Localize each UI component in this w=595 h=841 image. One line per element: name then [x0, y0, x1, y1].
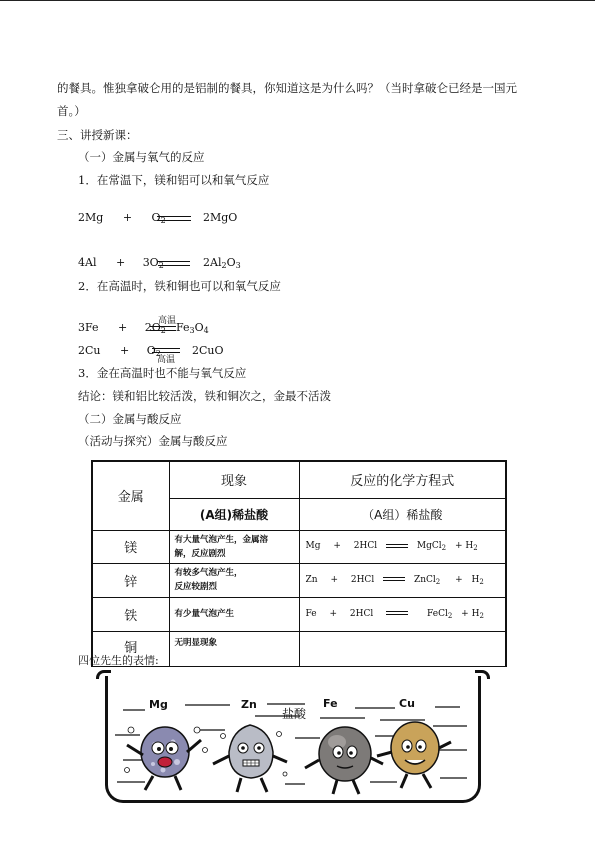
- part1-title: （一）金属与氧气的反应: [78, 150, 205, 164]
- header-metal-label: 金属: [117, 490, 144, 506]
- intro-line-2: 首。）: [57, 104, 86, 118]
- mg-character: [125, 727, 208, 790]
- metal-cell: 铁: [92, 597, 169, 631]
- eq-term: Fe: [176, 321, 190, 334]
- metal-label: 铜: [124, 641, 138, 656]
- metal-cell: 镁: [92, 530, 169, 563]
- eq-sub: 2: [441, 544, 447, 552]
- equals-sign: [157, 216, 191, 221]
- eq-o: 3O: [142, 256, 159, 269]
- equation-mg-rhs: 2MgO: [203, 211, 238, 224]
- header-metal: [92, 461, 169, 530]
- eq-plus: +: [118, 321, 128, 334]
- eq-term: 2HCl: [353, 541, 378, 551]
- label-cu: Cu: [399, 697, 415, 710]
- eq-plus: +: [329, 608, 338, 619]
- equation-al-rhs: [203, 256, 241, 270]
- phenomenon-cell: [169, 631, 299, 666]
- condition-high-temp: 高温: [158, 316, 177, 326]
- label-fe: Fe: [323, 697, 338, 710]
- equals-sign: [386, 611, 408, 615]
- eq-plus: +: [115, 256, 126, 269]
- experiment-table: [91, 460, 507, 667]
- equation-cu-rhs: 2CuO: [192, 344, 224, 357]
- subheader-equation: （A组）稀盐酸: [299, 498, 506, 530]
- eq-sub: 4: [203, 326, 209, 335]
- equation-cell: [299, 631, 506, 666]
- phenomenon-line: 有大量气泡产生，金属溶: [174, 534, 269, 545]
- equals-sign: [150, 326, 176, 331]
- equation-cell: [299, 530, 506, 563]
- cartoon-caption: 四位先生的表情:: [78, 654, 159, 667]
- header-phenomenon: 现象: [169, 461, 299, 498]
- eq-plus: +: [461, 608, 469, 619]
- part1-item3: 3．金在高温时也不能与氧气反应: [78, 366, 247, 380]
- eq-sub: 3: [189, 326, 195, 335]
- phenomenon-line: 解，反应剧烈: [174, 548, 226, 559]
- eq-term: 2HCl: [349, 608, 374, 619]
- eq-sub: 2: [158, 261, 164, 270]
- part1-item2: 2．在高温时，铁和铜也可以和氧气反应: [78, 279, 281, 293]
- eq-term: Fe: [305, 608, 317, 619]
- label-mg: Mg: [149, 698, 168, 711]
- eq-term: Mg: [305, 541, 321, 551]
- eq-sub: 2: [435, 577, 441, 586]
- eq-plus: +: [455, 574, 463, 585]
- equation-cell: [299, 597, 506, 631]
- intro-line-1: 的餐具。惟独拿破仑用的是铝制的餐具，你知道这是为什么吗？（当时拿破仑已经是一国元: [57, 81, 517, 95]
- eq-plus: +: [120, 344, 130, 357]
- subheader-phenomenon: (A组)稀盐酸: [169, 498, 299, 530]
- section-title: 三、讲授新课：: [57, 128, 138, 142]
- eq-sub: 2: [479, 611, 484, 620]
- equation-al: [78, 256, 164, 270]
- equation-fe-rhs: [176, 321, 209, 335]
- equals-sign: [158, 261, 190, 266]
- eq-term: MgCl: [416, 541, 442, 551]
- eq-plus: +: [333, 541, 341, 551]
- eq-sub: 2: [221, 261, 227, 270]
- eq-sub: 2: [160, 326, 166, 335]
- eq-sub: 2: [447, 611, 453, 620]
- eq-o: 2O: [144, 321, 161, 334]
- phenomenon-cell: [169, 597, 299, 631]
- metal-cell: 锌: [92, 563, 169, 597]
- equals-sign: [386, 544, 408, 548]
- eq-plus: +: [330, 574, 338, 585]
- eq-term: H: [465, 541, 474, 551]
- phenomenon-cell: [169, 563, 299, 597]
- eq-term: FeCl: [426, 608, 448, 619]
- cu-character: [377, 722, 451, 788]
- part1-conclusion: 结论：镁和铝比较活泼，铁和铜次之，金最不活泼: [78, 389, 331, 403]
- phenomenon-line: 有较多气泡产生，: [174, 568, 243, 578]
- eq-term: H: [471, 574, 480, 585]
- part1-item1: 1．在常温下，镁和铝可以和氧气反应: [78, 173, 270, 187]
- table-row: [92, 563, 506, 597]
- equation-cu: [78, 344, 161, 358]
- table-row: [92, 597, 506, 631]
- eq-plus: +: [454, 541, 463, 551]
- acid-label: 盐酸: [282, 707, 307, 721]
- eq-sub: 2: [473, 544, 478, 552]
- label-zn: Zn: [241, 698, 257, 711]
- eq-term: 3Fe: [78, 321, 99, 334]
- eq-o: O: [151, 211, 161, 224]
- eq-sub: 2: [479, 577, 484, 586]
- eq-o: O: [146, 344, 156, 357]
- part2-activity: （活动与探究）金属与酸反应: [78, 434, 228, 448]
- eq-term: 4Al: [78, 256, 97, 269]
- eq-term: H: [471, 608, 480, 619]
- phenomenon-cell: [169, 530, 299, 563]
- table-row: [92, 530, 506, 563]
- equation-mg: [78, 211, 166, 225]
- eq-term: O: [226, 256, 236, 269]
- eq-plus: +: [122, 211, 133, 224]
- phenomenon-line: 有少量气泡产生: [174, 609, 235, 619]
- eq-term: O: [194, 321, 204, 334]
- eq-term: 2Cu: [78, 344, 101, 357]
- eq-sub: 2: [160, 216, 166, 225]
- zn-character: [213, 725, 287, 792]
- phenomenon-line: 反应较剧烈: [174, 582, 218, 592]
- part2-title: （二）金属与酸反应: [78, 412, 182, 426]
- eq-term: 2Mg: [78, 211, 104, 224]
- eq-term: ZnCl: [413, 574, 436, 585]
- equation-cell: [299, 563, 506, 597]
- eq-sub: 2: [155, 349, 161, 358]
- eq-term: Zn: [305, 574, 318, 585]
- eq-sub: 3: [235, 261, 241, 270]
- eq-term: 2Al: [203, 256, 222, 269]
- condition-high-temp: 高温: [157, 355, 176, 365]
- fe-character: [305, 727, 383, 794]
- eq-term: 2HCl: [350, 574, 375, 585]
- top-rule: [0, 0, 595, 1]
- equals-sign: [383, 577, 405, 581]
- phenomenon-line: 无明显现象: [174, 637, 218, 648]
- header-equation: 反应的化学方程式: [299, 461, 506, 498]
